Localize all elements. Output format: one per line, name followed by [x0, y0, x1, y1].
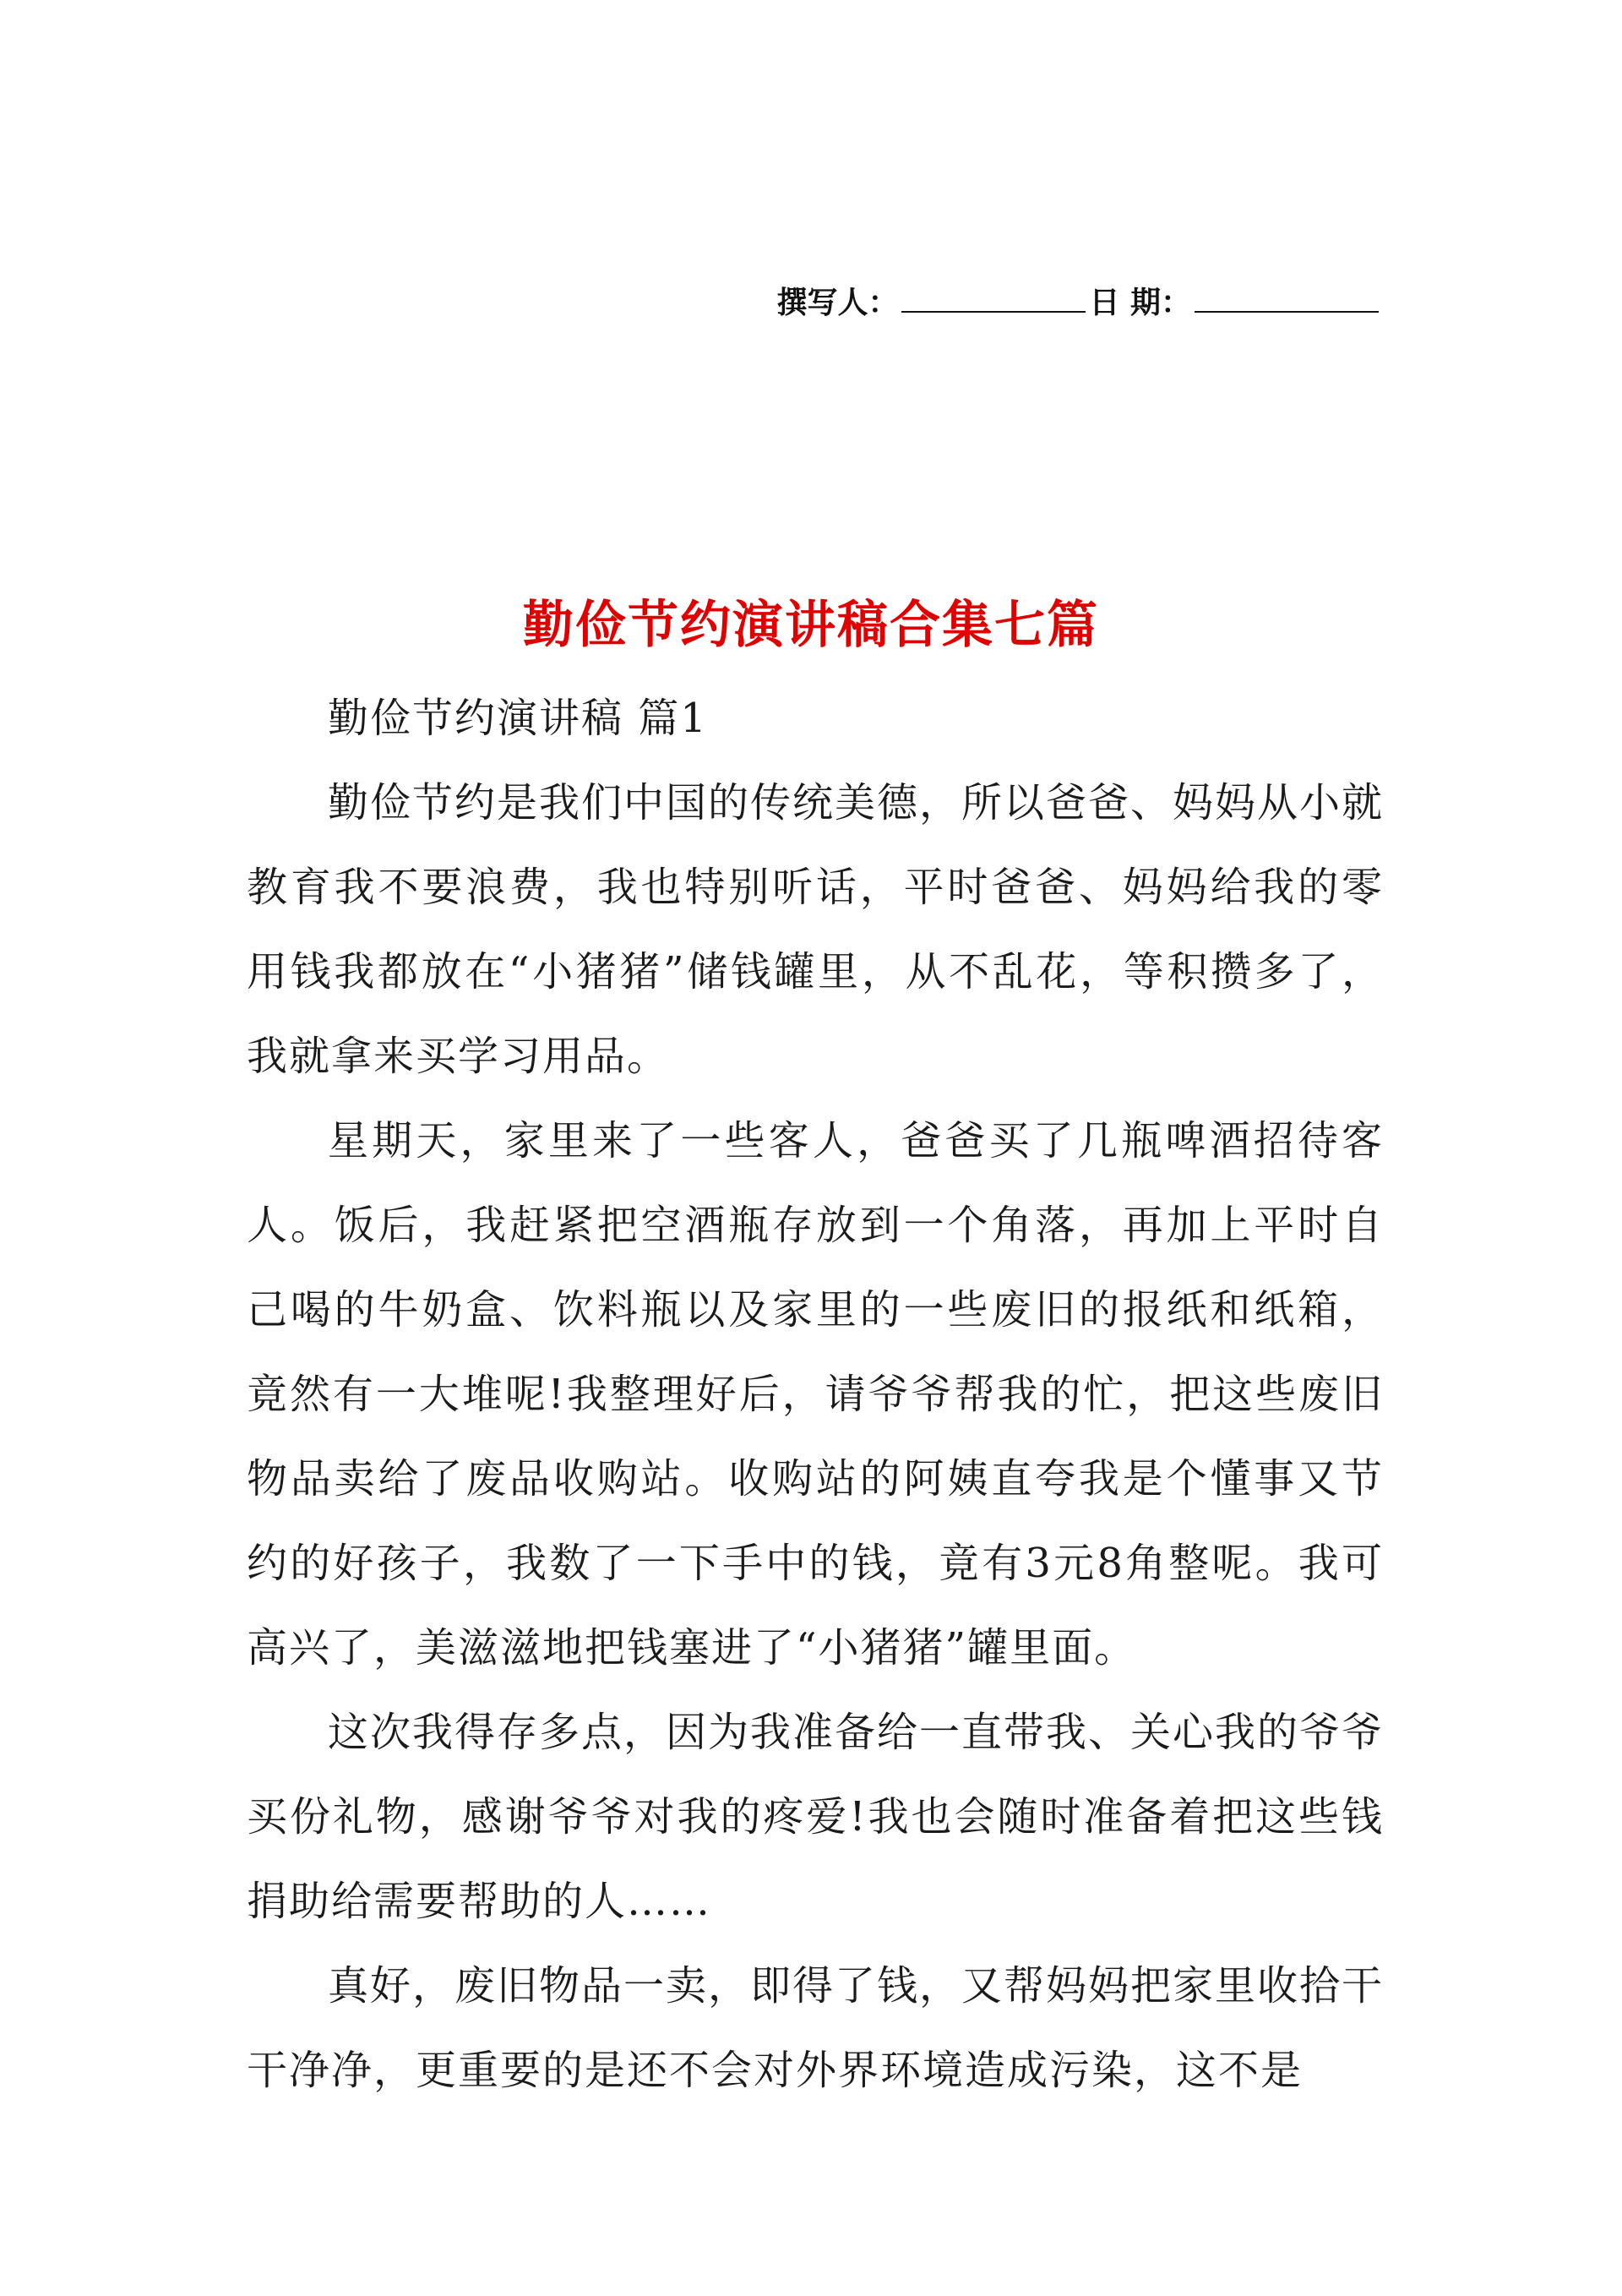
section-subheading: 勤俭节约演讲稿 篇1	[328, 695, 708, 742]
paragraph-1: 勤俭节约是我们中国的传统美德，所以爸爸、妈妈从小就教育我不要浪费，我也特别听话，平时爸爸、妈妈给我的零用钱我都放在“小猪猪”储钱罐里，从不乱花，等积攒多了，我就拿来买学习用品。	[247, 779, 1385, 1080]
date-label: 日 期：	[1089, 286, 1191, 320]
document-body	[247, 676, 1384, 2113]
author-label: 撰写人：	[776, 286, 899, 320]
paragraph-3: 这次我得存多点，因为我准备给一直带我、关心我的爷爷买份礼物，感谢爷爷对我的疼爱!我也会随时准备着把这些钱捐助给需要帮助的人……	[247, 1709, 1385, 1925]
author-blank-line	[901, 282, 1086, 313]
byline	[776, 282, 1382, 324]
paragraph-4: 真好，废旧物品一卖，即得了钱，又帮妈妈把家里收拾干干净净，更重要的是还不会对外界环境造成污染，这不是	[247, 1962, 1385, 2094]
document-title: 勤俭节约演讲稿合集七篇	[523, 596, 1099, 655]
date-blank-line	[1195, 282, 1379, 313]
paragraph-2: 星期天，家里来了一些客人，爸爸买了几瓶啤酒招待客人。饭后，我赶紧把空酒瓶存放到一个角落，再加上平时自己喝的牛奶盒、饮料瓶以及家里的一些废旧的报纸和纸箱，竟然有一大堆呢!我整理好后，请爷爷帮我的忙，把这些废旧物品卖给了废品收购站。收购站的阿姨直夸我是个懂事又节约的好孩子，我数了一下手中的钱，竟有3元8角整呢。我可高兴了，美滋滋地把钱塞进了“小猪猪”罐里面。	[247, 1117, 1384, 1672]
